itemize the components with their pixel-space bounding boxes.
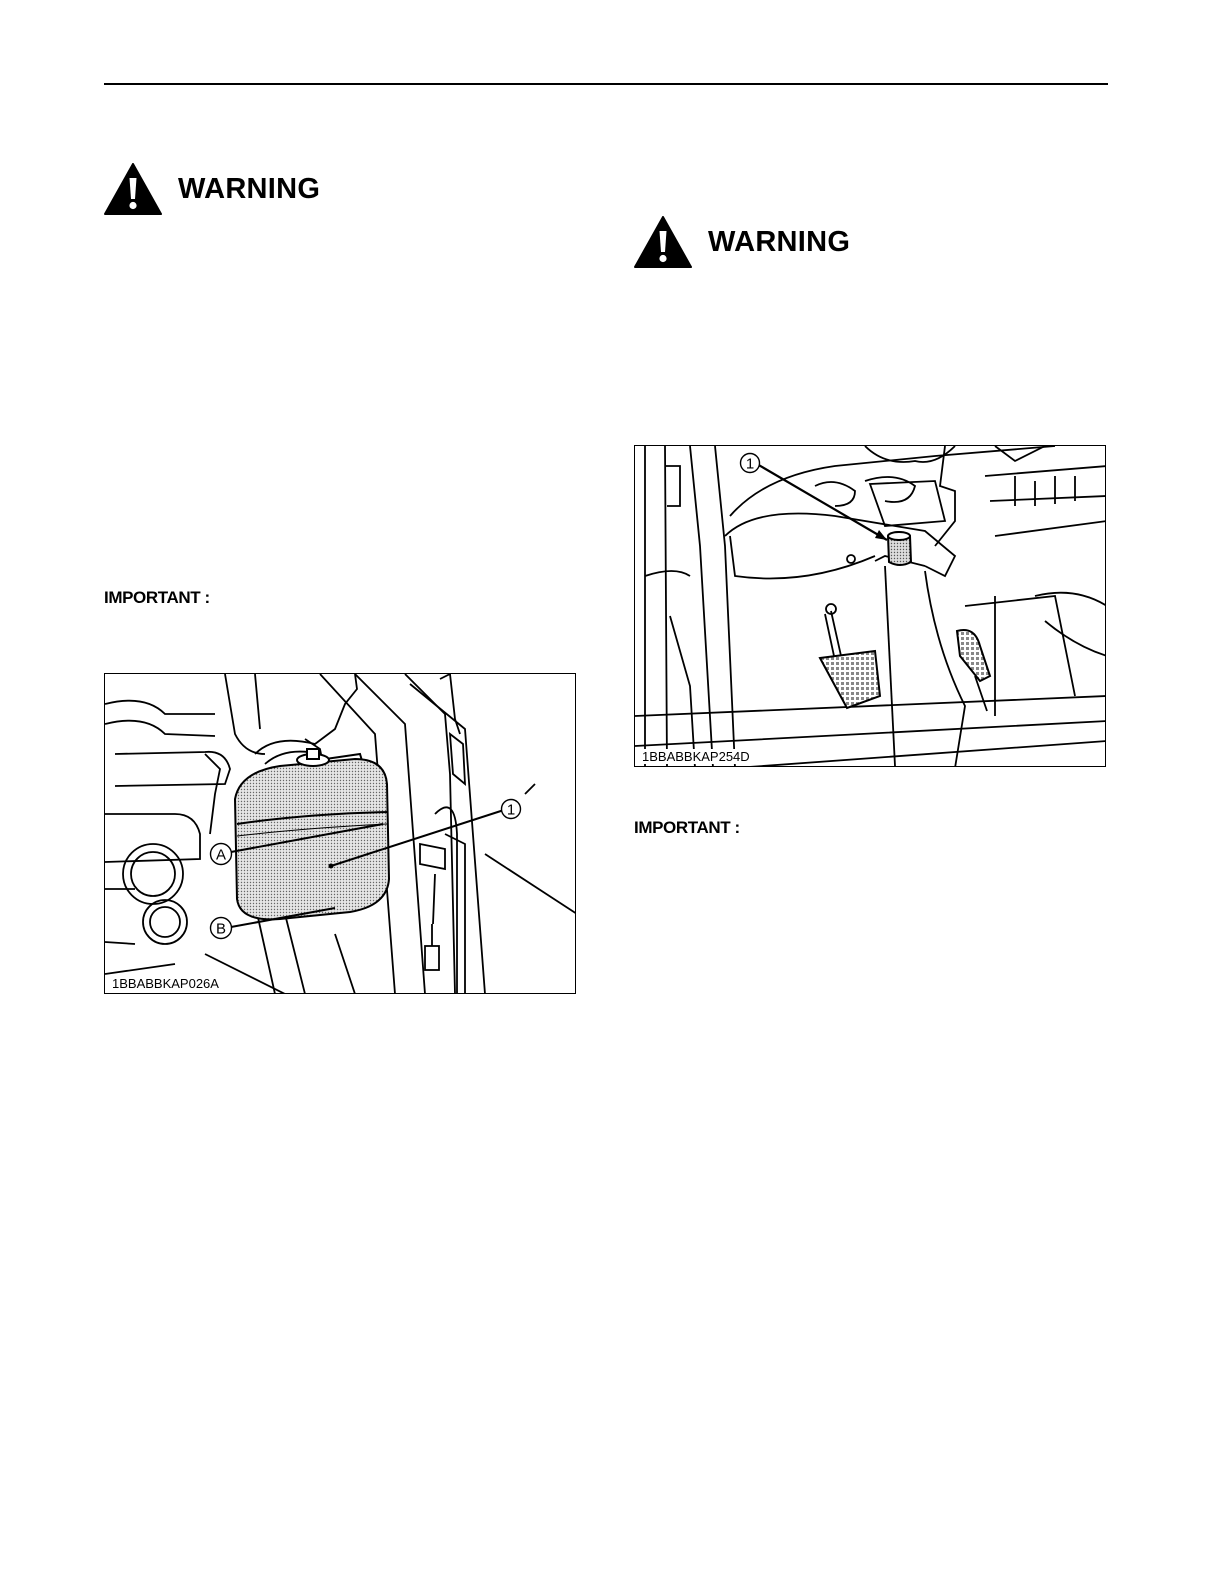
warning-heading-left xyxy=(104,163,320,215)
figure-reserve-tank xyxy=(104,673,576,994)
warning-triangle-icon xyxy=(104,163,162,215)
warning-heading-right xyxy=(634,216,850,268)
figure-pedal-console xyxy=(634,445,1106,767)
callout-a: A xyxy=(215,846,227,864)
callout-b: B xyxy=(215,920,227,938)
warning-triangle-icon xyxy=(634,216,692,268)
important-label-right: IMPORTANT : xyxy=(634,818,740,837)
important-label-left: IMPORTANT : xyxy=(104,588,210,607)
figure-code: 1BBABBKAP254D xyxy=(642,749,750,764)
pedal-console-illustration xyxy=(635,446,1106,767)
reserve-tank-illustration xyxy=(105,674,576,994)
warning-label: WARNING xyxy=(178,172,321,205)
header-rule xyxy=(104,83,1108,85)
warning-label: WARNING xyxy=(708,225,851,258)
callout-1: 1 xyxy=(745,455,755,473)
figure-code: 1BBABBKAP026A xyxy=(112,976,219,991)
callout-1: 1 xyxy=(506,801,516,819)
